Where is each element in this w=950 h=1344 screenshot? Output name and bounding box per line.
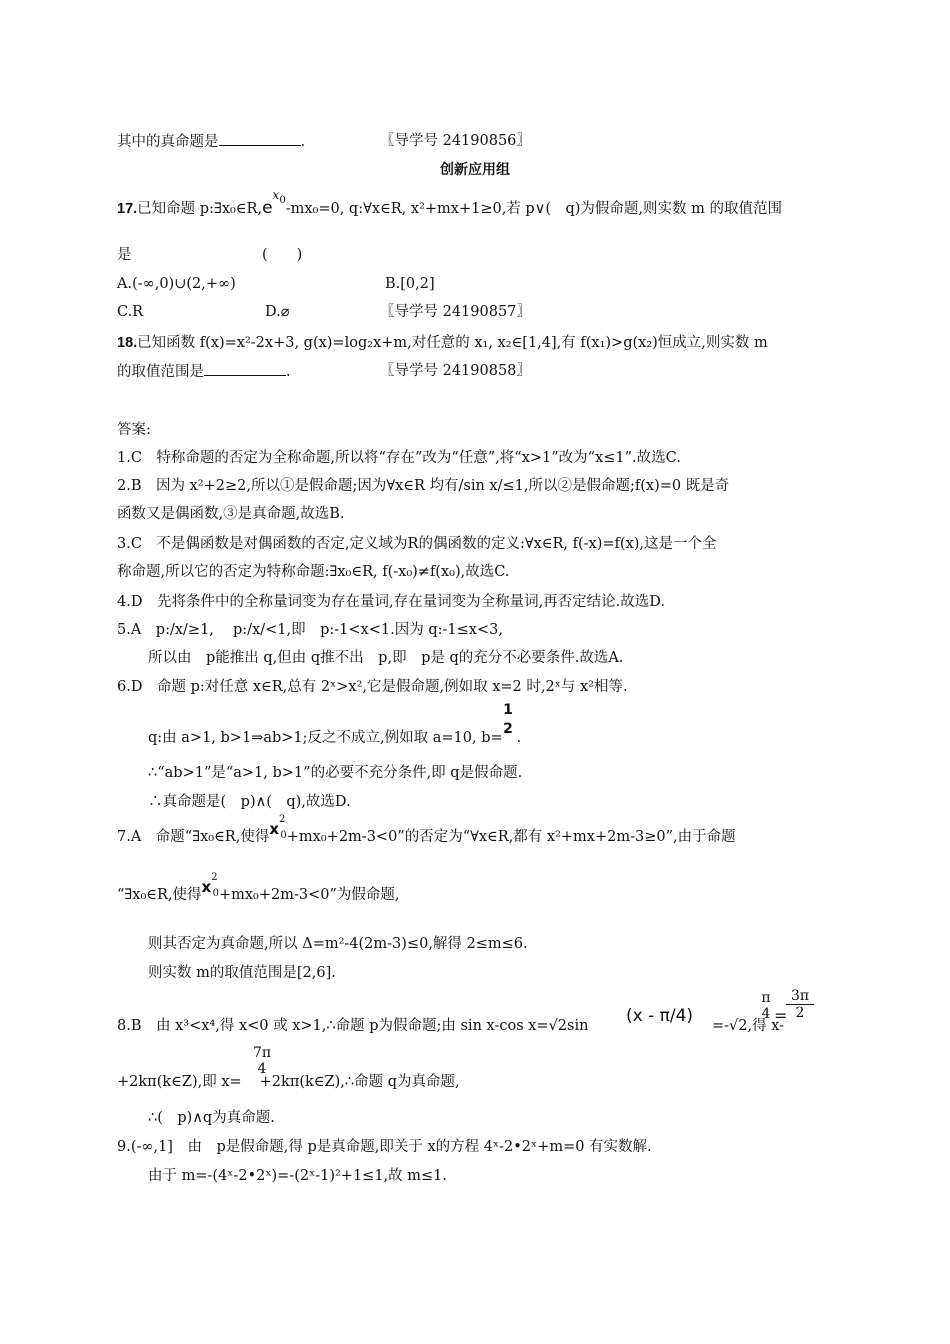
period: . [516, 730, 522, 746]
q16-text: 其中的真命题是 [117, 134, 219, 150]
answer-7-line3: 则其否定为真命题,所以 Δ=m²-4(2m-3)≤0,解得 2≤m≤6. [148, 936, 528, 952]
option-b: B.[0,2] [385, 276, 435, 292]
a7-text1: 7.A 命题“∃x₀∈R,使得 [117, 829, 270, 845]
answer-6-line2 [148, 728, 521, 748]
q18-text: 已知函数 f(x)=x²-2x+3, g(x)=log₂x+m,对任意的 x₁, x₂∈[1,4],有 f(x₁)>g(x₂)恒成立,则实数 m [137, 335, 768, 351]
answer-8-line3: ∴( p)∧q为真命题. [148, 1110, 275, 1126]
answer-7-line4: 则实数 m的取值范围是[2,6]. [148, 965, 336, 981]
guide-number-17: 〖导学号 24190857〗 [380, 304, 531, 320]
fraction-half [500, 702, 516, 737]
option-a: A.(-∞,0)∪(2,+∞) [117, 276, 236, 292]
answer-1: 1.C 特称命题的否定为全称命题,所以将“存在”改为“任意”,将“x>1”改为“x≤1”.故选C. [117, 450, 681, 466]
a7-text2: +mx₀+2m-3<0”的否定为“∀x∈R,都有 x²+mx+2m-3≥0”,由于命题 [286, 829, 736, 845]
q17-part1: 已知命题 p:∃x₀∈R, [137, 201, 263, 217]
guide-number-18: 〖导学号 24190858〗 [380, 363, 531, 379]
guide-number-16: 〖导学号 24190856〗 [380, 133, 531, 149]
exponent-sub: 0 [279, 195, 286, 206]
e-symbol: e [262, 198, 273, 218]
answer-5-line2: 所以由 p能推出 q,但由 q推不出 p,即 p是 q的充分不必要条件.故选A. [148, 650, 624, 666]
answers-heading: 答案: [117, 422, 151, 438]
period: . [300, 134, 306, 150]
numerator: π [761, 990, 771, 1006]
denominator: 2 [503, 721, 513, 737]
answer-8-line1b: =-√2,得 x- [712, 1018, 785, 1034]
answer-7-line2 [117, 872, 400, 907]
numerator: 3π [786, 988, 814, 1005]
answer-7-line1 [117, 814, 736, 849]
q17-part2: -mx₀=0, q:∀x∈R, x²+mx+1≥0,若 p∨( q)为假命题,则实数 m 的取值范围 [285, 201, 783, 217]
subscript-0: 0 [280, 830, 287, 841]
answer-5-line1: 5.A p:/x/≥1, p:/x/<1,即 p:-1<x<1.因为 q:-1≤x<3, [117, 622, 503, 638]
fraction-3pi-over-2 [786, 988, 814, 1021]
fraction-pi-over-4 [758, 990, 774, 1022]
exponent-2: 2 [279, 814, 286, 825]
a7-text4: +mx₀+2m-3<0”为假命题, [218, 887, 400, 903]
answer-6-line1: 6.D 命题 p:对任意 x∈R,总有 2ˣ>x²,它是假命题,例如取 x=2 时,2ˣ与 x²相等. [117, 679, 628, 695]
answer-4: 4.D 先将条件中的全称量词变为存在量词,存在量词变为全称量词,再否定结论.故选D. [117, 594, 666, 610]
answer-3-line2: 称命题,所以它的否定为特称命题:∃x₀∈R, f(-x₀)≠f(x₀),故选C. [117, 564, 510, 580]
answer-3-line1: 3.C 不是偶函数是对偶函数的否定,定义域为R的偶函数的定义:∀x∈R, f(-x)=f(x),这是一个全 [117, 536, 717, 552]
a6-text: q:由 a>1, b>1⇒ab>1;反之不成立,例如取 a=10, b= [148, 730, 503, 746]
a8-text1: 8.B 由 x³<x⁴,得 x<0 或 x>1,∴命题 p为假命题;由 sin x-cos x=√2sin [117, 1018, 589, 1034]
answer-6-line3: ∴“ab>1”是“a>1, b>1”的必要不充分条件,即 q是假命题. [148, 765, 523, 781]
answer-8-line1 [117, 1016, 588, 1036]
q18-text2: 的取值范围是 [117, 364, 204, 380]
option-c: C.R [117, 304, 144, 320]
denominator: 2 [795, 1005, 805, 1021]
subscript-0: 0 [212, 888, 219, 899]
question-number: 17. [117, 201, 138, 217]
section-title: 创新应用组 [440, 162, 510, 178]
question-18 [117, 333, 768, 353]
q17-line2: 是 ( ) [117, 247, 303, 263]
answer-2-line2: 函数又是偶函数,③是真命题,故选B. [117, 506, 345, 522]
q18-line2 [117, 361, 291, 382]
answer-8-line2 [117, 1072, 460, 1092]
exponent-2: 2 [211, 872, 218, 883]
answer-blank [219, 131, 301, 146]
equals-sign: = [774, 1006, 788, 1025]
denominator: 4 [257, 1061, 267, 1077]
answer-blank [204, 361, 286, 376]
question-17 [117, 188, 783, 221]
answer-9-line2: 由于 m=-(4ˣ-2•2ˣ)=-(2ˣ-1)²+1≤1,故 m≤1. [148, 1168, 448, 1184]
x0-squared-base: x [269, 820, 280, 838]
question-number: 18. [117, 335, 138, 351]
exponent-x: x [272, 188, 280, 202]
a8-text2: +2kπ(k∈Z),即 x= [117, 1074, 242, 1090]
option-d: D.⌀ [265, 304, 290, 320]
numerator: 7π [252, 1045, 272, 1061]
x0-squared-base: x [201, 878, 212, 896]
denominator: 4 [761, 1006, 771, 1022]
sine-argument: (x - π/4) [626, 1006, 694, 1026]
numerator: 1 [503, 702, 513, 718]
period: . [286, 364, 291, 380]
a8-text3: +2kπ(k∈Z),∴命题 q为真命题, [259, 1074, 460, 1090]
fraction-7pi-over-4 [252, 1045, 272, 1077]
a7-text3: “∃x₀∈R,使得 [117, 887, 202, 903]
line-q16-answer [117, 131, 305, 152]
answer-6-line4: ∴真命题是( p)∧( q),故选D. [148, 794, 351, 810]
answer-9-line1: 9.(-∞,1] 由 p是假命题,得 p是真命题,即关于 x的方程 4ˣ-2•2ˣ+m=0 有实数解. [117, 1139, 652, 1155]
answer-2-line1: 2.B 因为 x²+2≥2,所以①是假命题;因为∀x∈R 均有/sin x/≤1,所以②是假命题;f(x)=0 既是奇 [117, 478, 730, 494]
